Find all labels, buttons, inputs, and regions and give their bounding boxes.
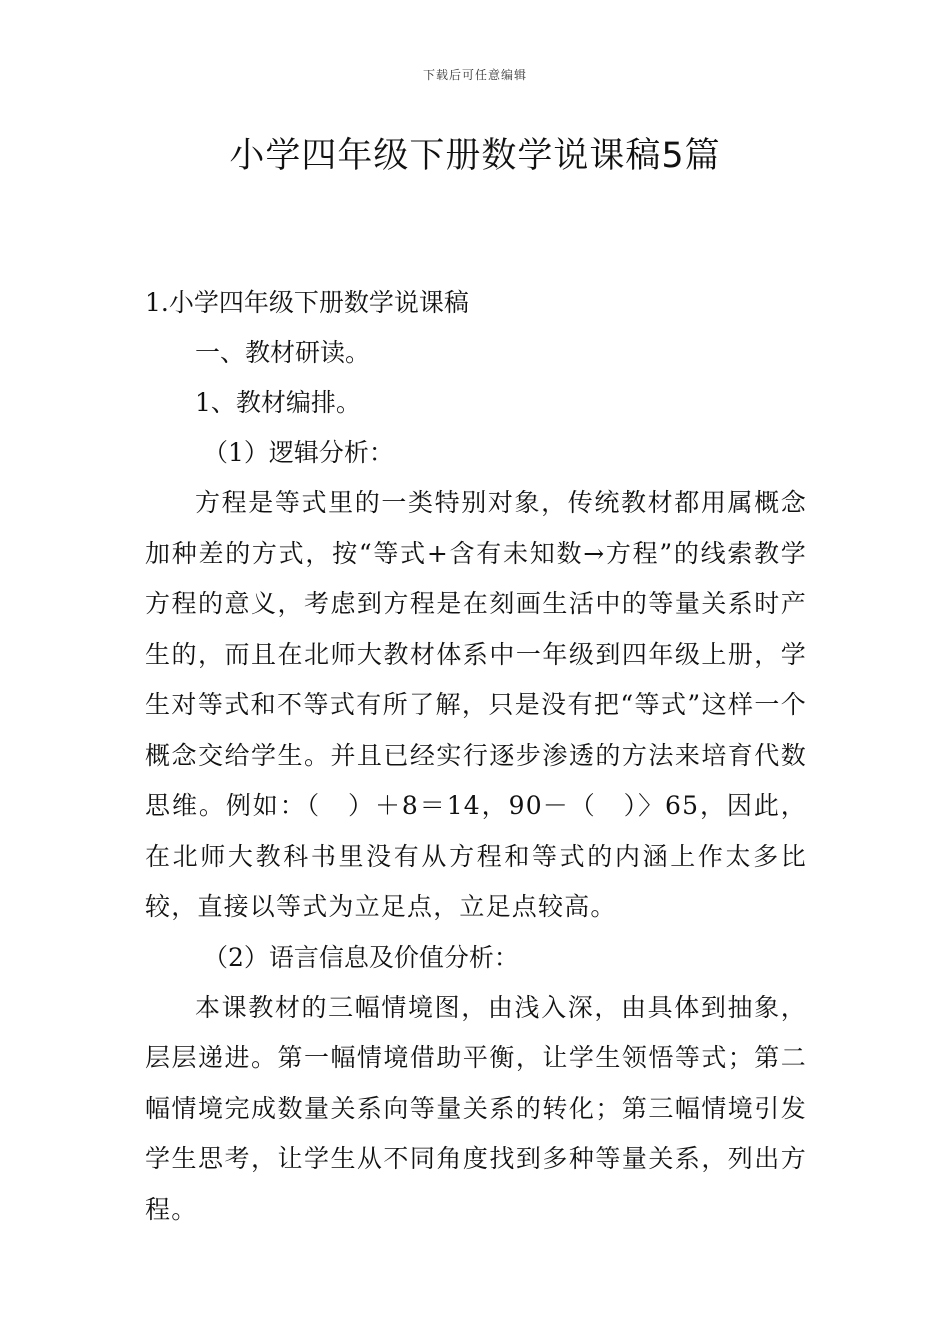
document-title: 小学四年级下册数学说课稿5篇 bbox=[229, 136, 721, 176]
item1-heading: （1）逻辑分析： bbox=[203, 438, 394, 467]
header-note: 下载后可任意编辑 bbox=[422, 68, 527, 82]
item2-heading: （2）语言信息及价值分析： bbox=[203, 942, 519, 972]
item2-paragraph: 本课教材的三幅情境图，由浅入深，由具体到抽象，层层递进。第一幅情境借助平衡，让学生领悟等式；第二幅情境完成数量关系向等量关系的转化；第三幅情境引发学生思考，让学生从不同角度找到多种等量关系，列出方程。 bbox=[145, 992, 807, 1224]
sub-heading: 1、教材编排。 bbox=[195, 388, 361, 417]
section-heading: 1.小学四年级下册数学说课稿 bbox=[145, 288, 469, 317]
document-body bbox=[145, 278, 807, 1235]
item1-paragraph: 方程是等式里的一类特别对象，传统教材都用属概念加种差的方式，按“等式+含有未知数→方程”的线索教学方程的意义，考虑到方程是在刻画生活中的等量关系时产生的，而且在北师大教材体系中一年级到四年级上册，学生对等式和不等式有所了解，只是没有把“等式”这样一个概念交给学生。并且已经实行逐步渗透的方法来培育代数思维。例如：（ ）＋8＝14，90－（ ）〉65，因此，在北师大教科书里没有从方程和等式的内涵上作太多比较，直接以等式为立足点，立足点较高。 bbox=[145, 488, 807, 921]
part-heading: 一、教材研读。 bbox=[195, 338, 371, 367]
